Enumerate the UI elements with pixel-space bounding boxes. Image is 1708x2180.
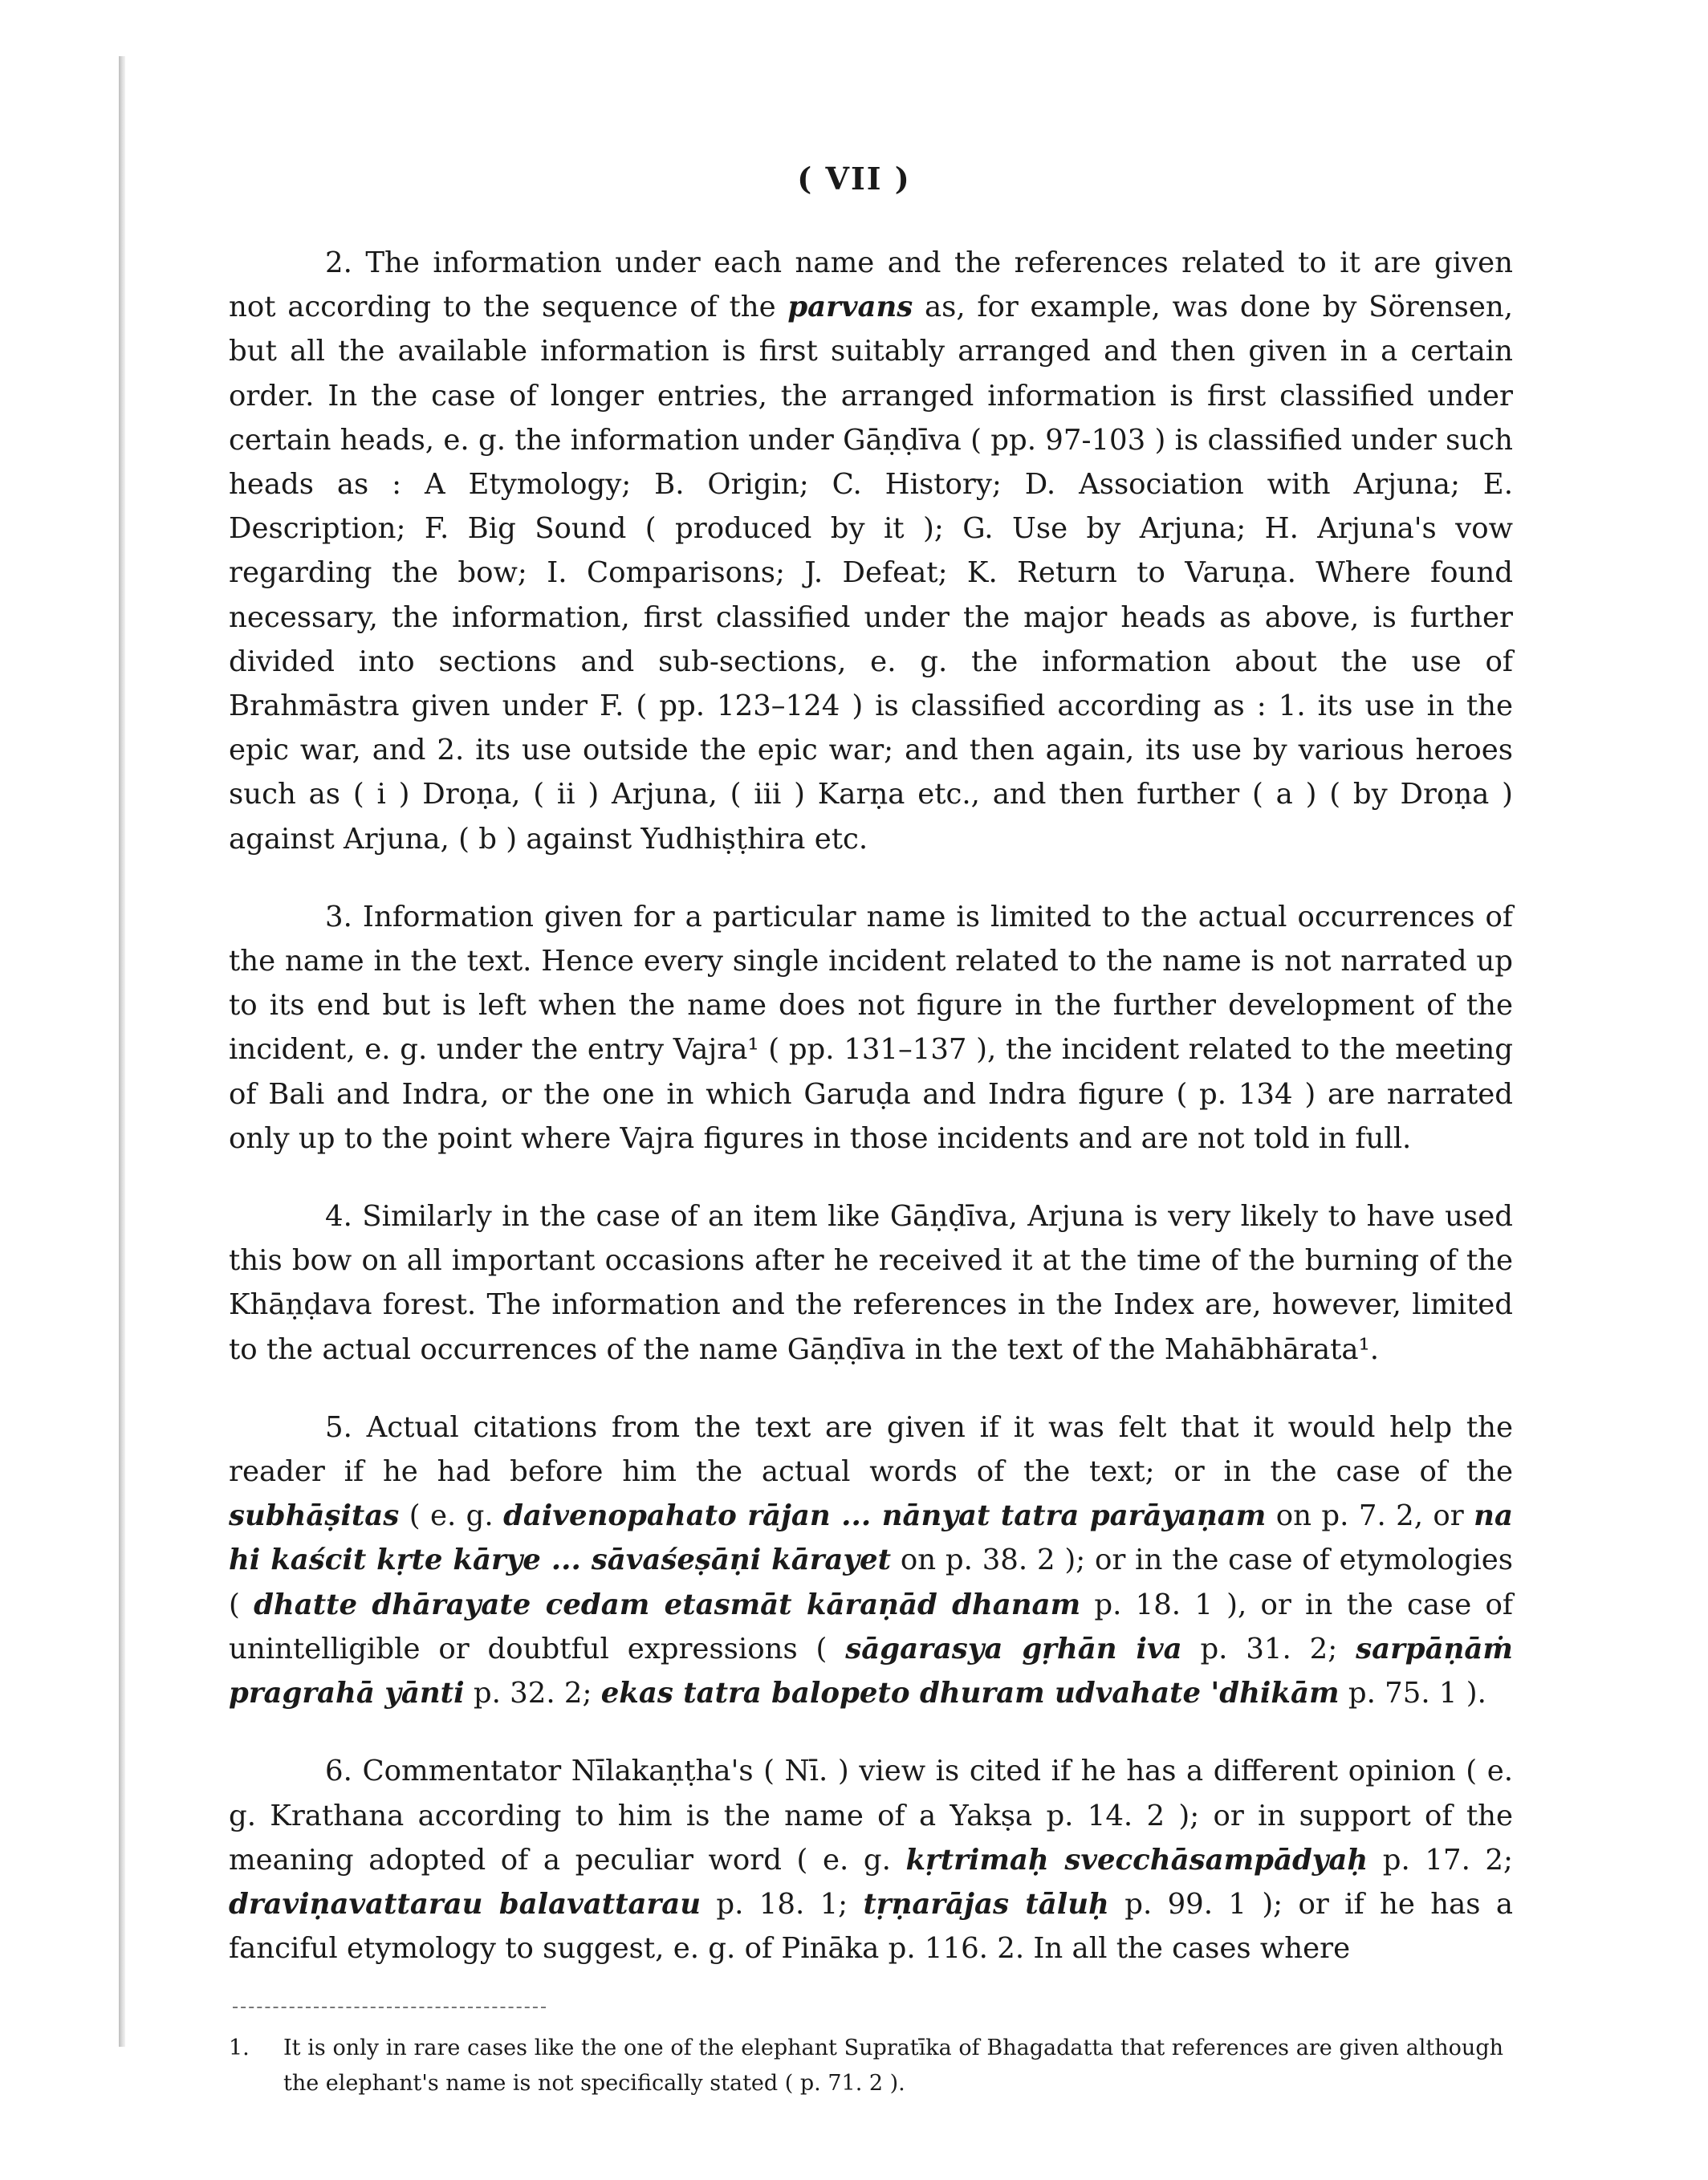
footnote-divider: [233, 2007, 546, 2008]
italic-citation: ekas tatra balopeto dhuram udvahate 'dhikām: [600, 1677, 1340, 1710]
italic-citation: na hi kaścit kṛte kārye ... sāvaśeṣāṇi kārayet: [229, 1499, 1513, 1577]
text-run: 5. Actual citations from the text are given if it was felt that it would help the reader if he had before him the actual words of the text; or in the case of the: [229, 1410, 1513, 1489]
page-number: ( VII ): [797, 161, 911, 197]
text-run: p. 32. 2;: [464, 1677, 601, 1710]
text-run: 2. The information under each name and the references related to it are given not according to the sequence of the: [229, 246, 1513, 324]
footnote-text: It is only in rare cases like the one of the elephant Supratīka of Bhagadatta that references are given although the elephant's name is not specifically stated ( p. 71. 2 ).: [283, 2036, 1503, 2096]
italic-citation: tṛṇarājas tāluḥ: [863, 1887, 1109, 1921]
text-run: on p. 7. 2, or: [1266, 1499, 1474, 1533]
italic-citation: kṛtrimaḥ svecchāsampādyaḥ: [905, 1843, 1368, 1877]
paragraph-3: [229, 895, 1513, 1161]
text-run: p. 99. 1 ); or if he has a fanciful etymology to suggest, e. g. of Pināka p. 116. 2. In all the cases where: [229, 1887, 1513, 1966]
text-run: 6. Commentator Nīlakaṇṭha's ( Nī. ) view is cited if he has a different opinion ( e. g. Krathana according to him is the name of a Yakṣa p. 14. 2 ); or in support of the meaning adopted of a peculiar word ( e. g.: [229, 1755, 1513, 1877]
italic-citation: draviṇavattarau balavattarau: [229, 1887, 702, 1921]
italic-citation: sarpāṇāṁ pragrahā yānti: [229, 1632, 1513, 1710]
italic-citation: sāgarasya gṛhān iva: [845, 1632, 1182, 1666]
text-run: p. 18. 1 ), or in the case of unintelligible or doubtful expressions (: [229, 1588, 1513, 1666]
text-run: p. 18. 1;: [701, 1887, 864, 1921]
italic-citation: daivenopahato rājan ... nānyat tatra parāyaṇam: [503, 1499, 1267, 1533]
text-run: 4. Similarly in the case of an item like Gāṇḍīva, Arjuna is very likely to have used this bow on all important occasions after he received it at the time of the burning of the Khāṇḍava forest. The information and the references in the Index are, however, limited to the actual occurrences of the name Gāṇḍīva in the text of the Mahābhārata¹.: [229, 1200, 1513, 1366]
text-run: as, for example, was done by Sörensen, but all the available information is first suitably arranged and then given in a certain order. In the case of longer entries, the arranged information is first classified under certain heads, e. g. the information under Gāṇḍīva ( pp. 97-103 ) is classified under such heads as : A Etymology; B. Origin; C. History; D. Association with Arjuna; E. Description; F. Big Sound ( produced by it ); G. Use by Arjuna; H. Arjuna's vow regarding the bow; I. Comparisons; J. Defeat; K. Return to Varuṇa. Where found necessary, the information, first classified under the major heads as above, is further divided into sections and sub-sections, e. g. the information about the use of Brahmāstra given under F. ( pp. 123–124 ) is classified according as : 1. its use in the epic war, and 2. its use outside the epic war; and then again, its use by various heroes such as ( i ) Droṇa, ( ii ) Arjuna, ( iii ) Karṇa etc., and then further ( a ) ( by Droṇa ) against Arjuna, ( b ) against Yudhiṣṭhira etc.: [229, 291, 1513, 856]
paragraph-4: [229, 1194, 1513, 1372]
text-run: p. 75. 1 ).: [1339, 1677, 1486, 1710]
body-text: [229, 241, 1513, 2004]
paragraph-6: [229, 1749, 1513, 1971]
italic-citation: subhāṣitas: [229, 1499, 400, 1533]
text-run: on p. 38. 2 ); or in the case of etymologies (: [229, 1543, 1513, 1621]
italic-citation: dhatte dhārayate cedam etasmāt kāraṇād dhanam: [254, 1588, 1081, 1621]
paragraph-5: [229, 1405, 1513, 1715]
text-run: p. 31. 2;: [1181, 1632, 1356, 1666]
paragraph-2: [229, 241, 1513, 861]
text-run: ( e. g.: [399, 1499, 504, 1533]
italic-citation: parvans: [787, 291, 913, 324]
text-run: p. 17. 2;: [1368, 1843, 1513, 1877]
footnote-number: 1.: [229, 2036, 250, 2060]
text-run: 3. Information given for a particular name is limited to the actual occurrences of the name in the text. Hence every single incident related to the name is not narrated up to its end but is left when the name does not figure in the further development of the incident, e. g. under the entry Vajra¹ ( pp. 131–137 ), the incident related to the meeting of Bali and Indra, or the one in which Garuḍa and Indra figure ( p. 134 ) are narrated only up to the point where Vajra figures in those incidents and are not told in full.: [229, 900, 1513, 1155]
footnote: [229, 2031, 1513, 2101]
